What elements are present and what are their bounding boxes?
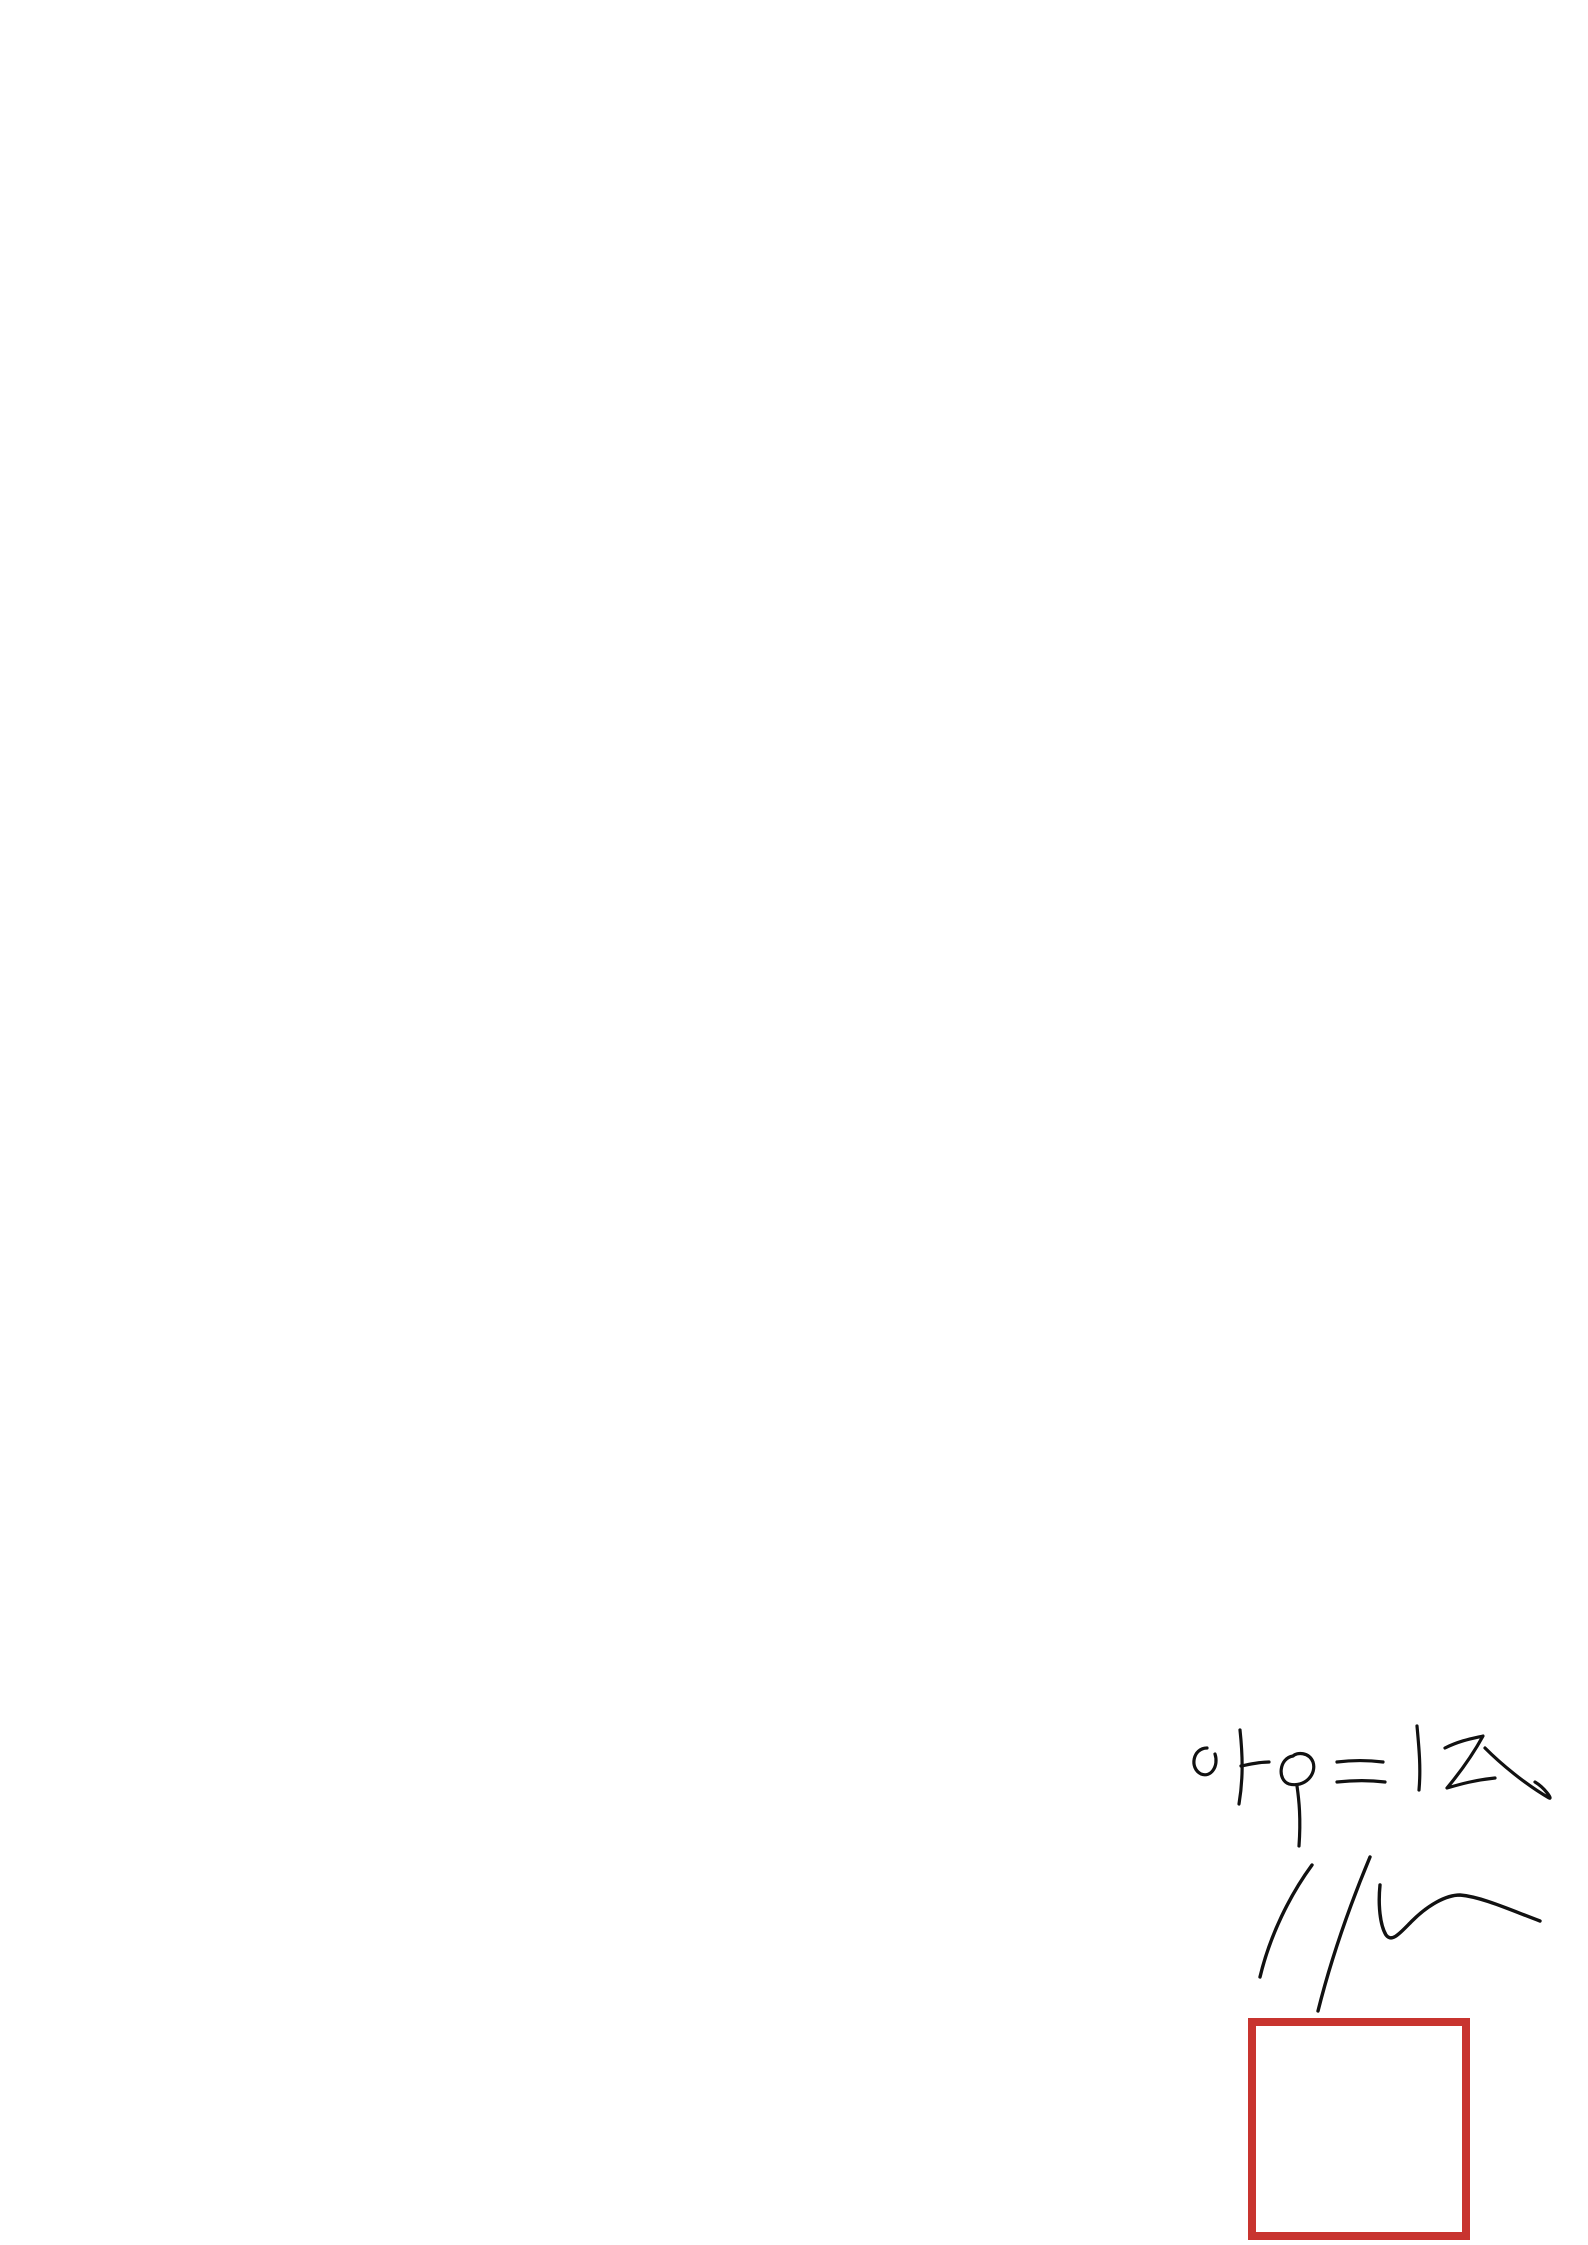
- contract-body: [38, 18, 1553, 76]
- client-signature: [1185, 1718, 1575, 1858]
- signing-date: [0, 1612, 1588, 1646]
- party-agency: [937, 2137, 1257, 2171]
- caregiver-signature: [1250, 1845, 1550, 2025]
- company-seal: [1248, 2018, 1470, 2240]
- party-caregiver: [937, 1932, 1197, 1966]
- party-client: [937, 1748, 1197, 1812]
